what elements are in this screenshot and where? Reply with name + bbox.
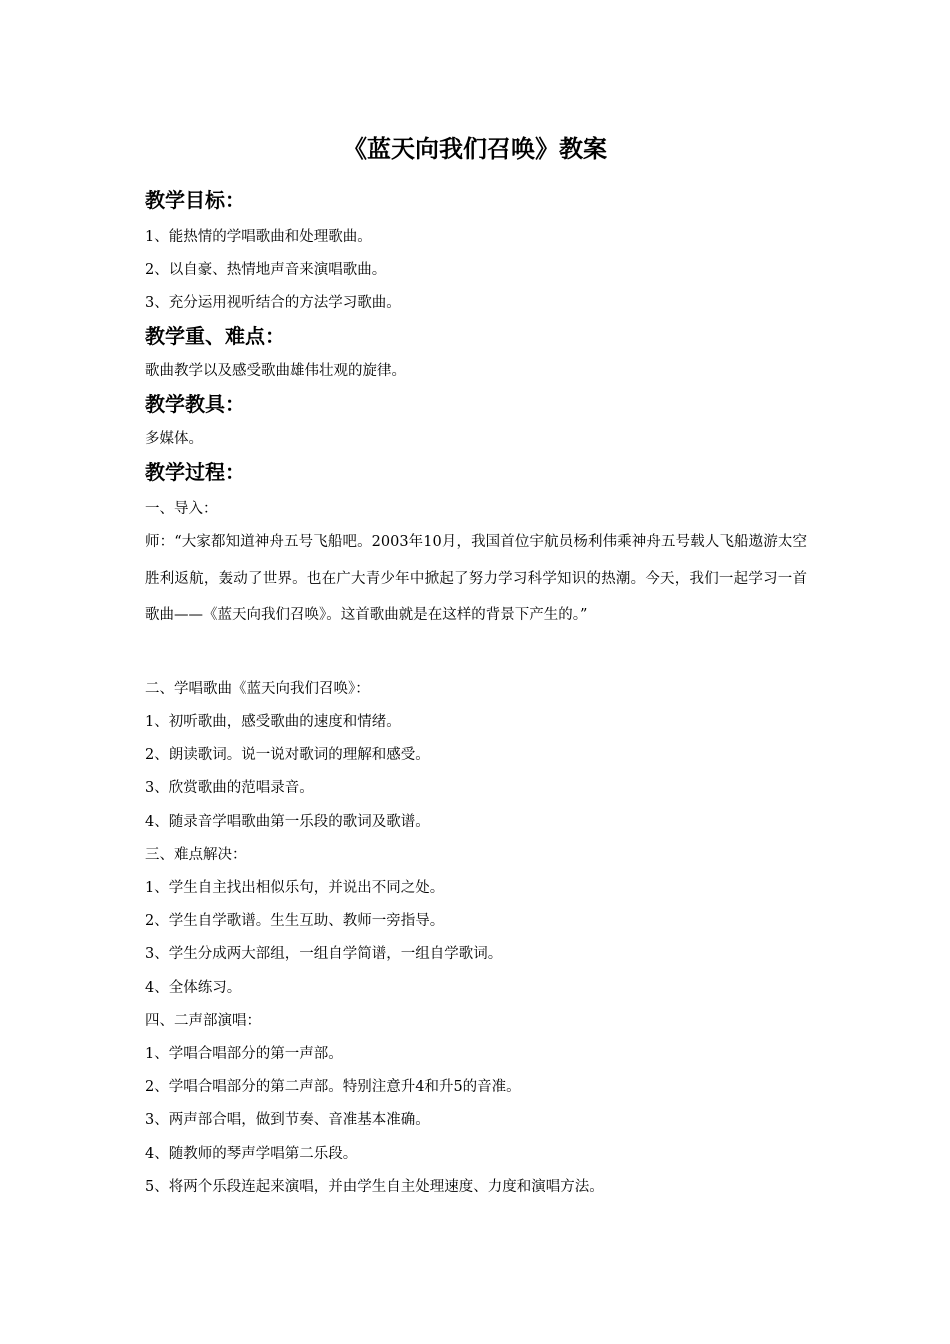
tools-text: 多媒体。 [145, 431, 203, 447]
part4-item: 3、两声部合唱，做到节奏、音准基本准确。 [145, 1112, 430, 1128]
key-points-heading: 教学重、难点： [145, 324, 285, 348]
part4-item: 5、将两个乐段连起来演唱，并由学生自主处理速度、力度和演唱方法。 [145, 1179, 604, 1195]
objective-item: 2、以自豪、热情地声音来演唱歌曲。 [145, 262, 387, 278]
process-heading: 教学过程： [145, 460, 245, 484]
intro-paragraph: 师：“大家都知道神舟五号飞船吧。2003年10月，我国首位宇航员杨利伟乘神舟五号载人飞船遨游太空胜利返航，轰动了世界。也在广大青少年中掀起了努力学习科学知识的热潮。今天，我们一起学习一首歌曲——《蓝天向我们召唤》。这首歌曲就是在这样的背景下产生的。” [145, 534, 807, 623]
intro-title: 一、导入： [145, 501, 218, 517]
part3-item: 3、学生分成两大部组，一组自学简谱，一组自学歌词。 [145, 946, 503, 962]
part4-item: 2、学唱合唱部分的第二声部。特别注意升4和升5的音准。 [145, 1079, 521, 1095]
part3-item: 2、学生自学歌谱。生生互助、教师一旁指导。 [145, 913, 445, 929]
document-title: 《蓝天向我们召唤》教案 [343, 135, 607, 163]
tools-heading: 教学教具： [145, 392, 245, 416]
part2-item: 2、朗读歌词。说一说对歌词的理解和感受。 [145, 747, 430, 763]
part3-item: 4、全体练习。 [145, 980, 242, 996]
part2-item: 3、欣赏歌曲的范唱录音。 [145, 780, 314, 796]
objective-item: 1、能热情的学唱歌曲和处理歌曲。 [145, 229, 372, 245]
part4-title: 四、二声部演唱： [145, 1013, 261, 1029]
key-points-text: 歌曲教学以及感受歌曲雄伟壮观的旋律。 [145, 363, 406, 379]
part4-item: 1、学唱合唱部分的第一声部。 [145, 1046, 343, 1062]
part3-title: 三、难点解决： [145, 847, 247, 863]
part4-item: 4、随教师的琴声学唱第二乐段。 [145, 1146, 358, 1162]
part3-item: 1、学生自主找出相似乐句，并说出不同之处。 [145, 880, 445, 896]
objective-item: 3、充分运用视听结合的方法学习歌曲。 [145, 295, 401, 311]
part2-title: 二、学唱歌曲《蓝天向我们召唤》： [145, 681, 370, 697]
objectives-heading: 教学目标： [145, 188, 245, 212]
part2-item: 4、随录音学唱歌曲第一乐段的歌词及歌谱。 [145, 814, 430, 830]
part2-item: 1、初听歌曲，感受歌曲的速度和情绪。 [145, 714, 401, 730]
